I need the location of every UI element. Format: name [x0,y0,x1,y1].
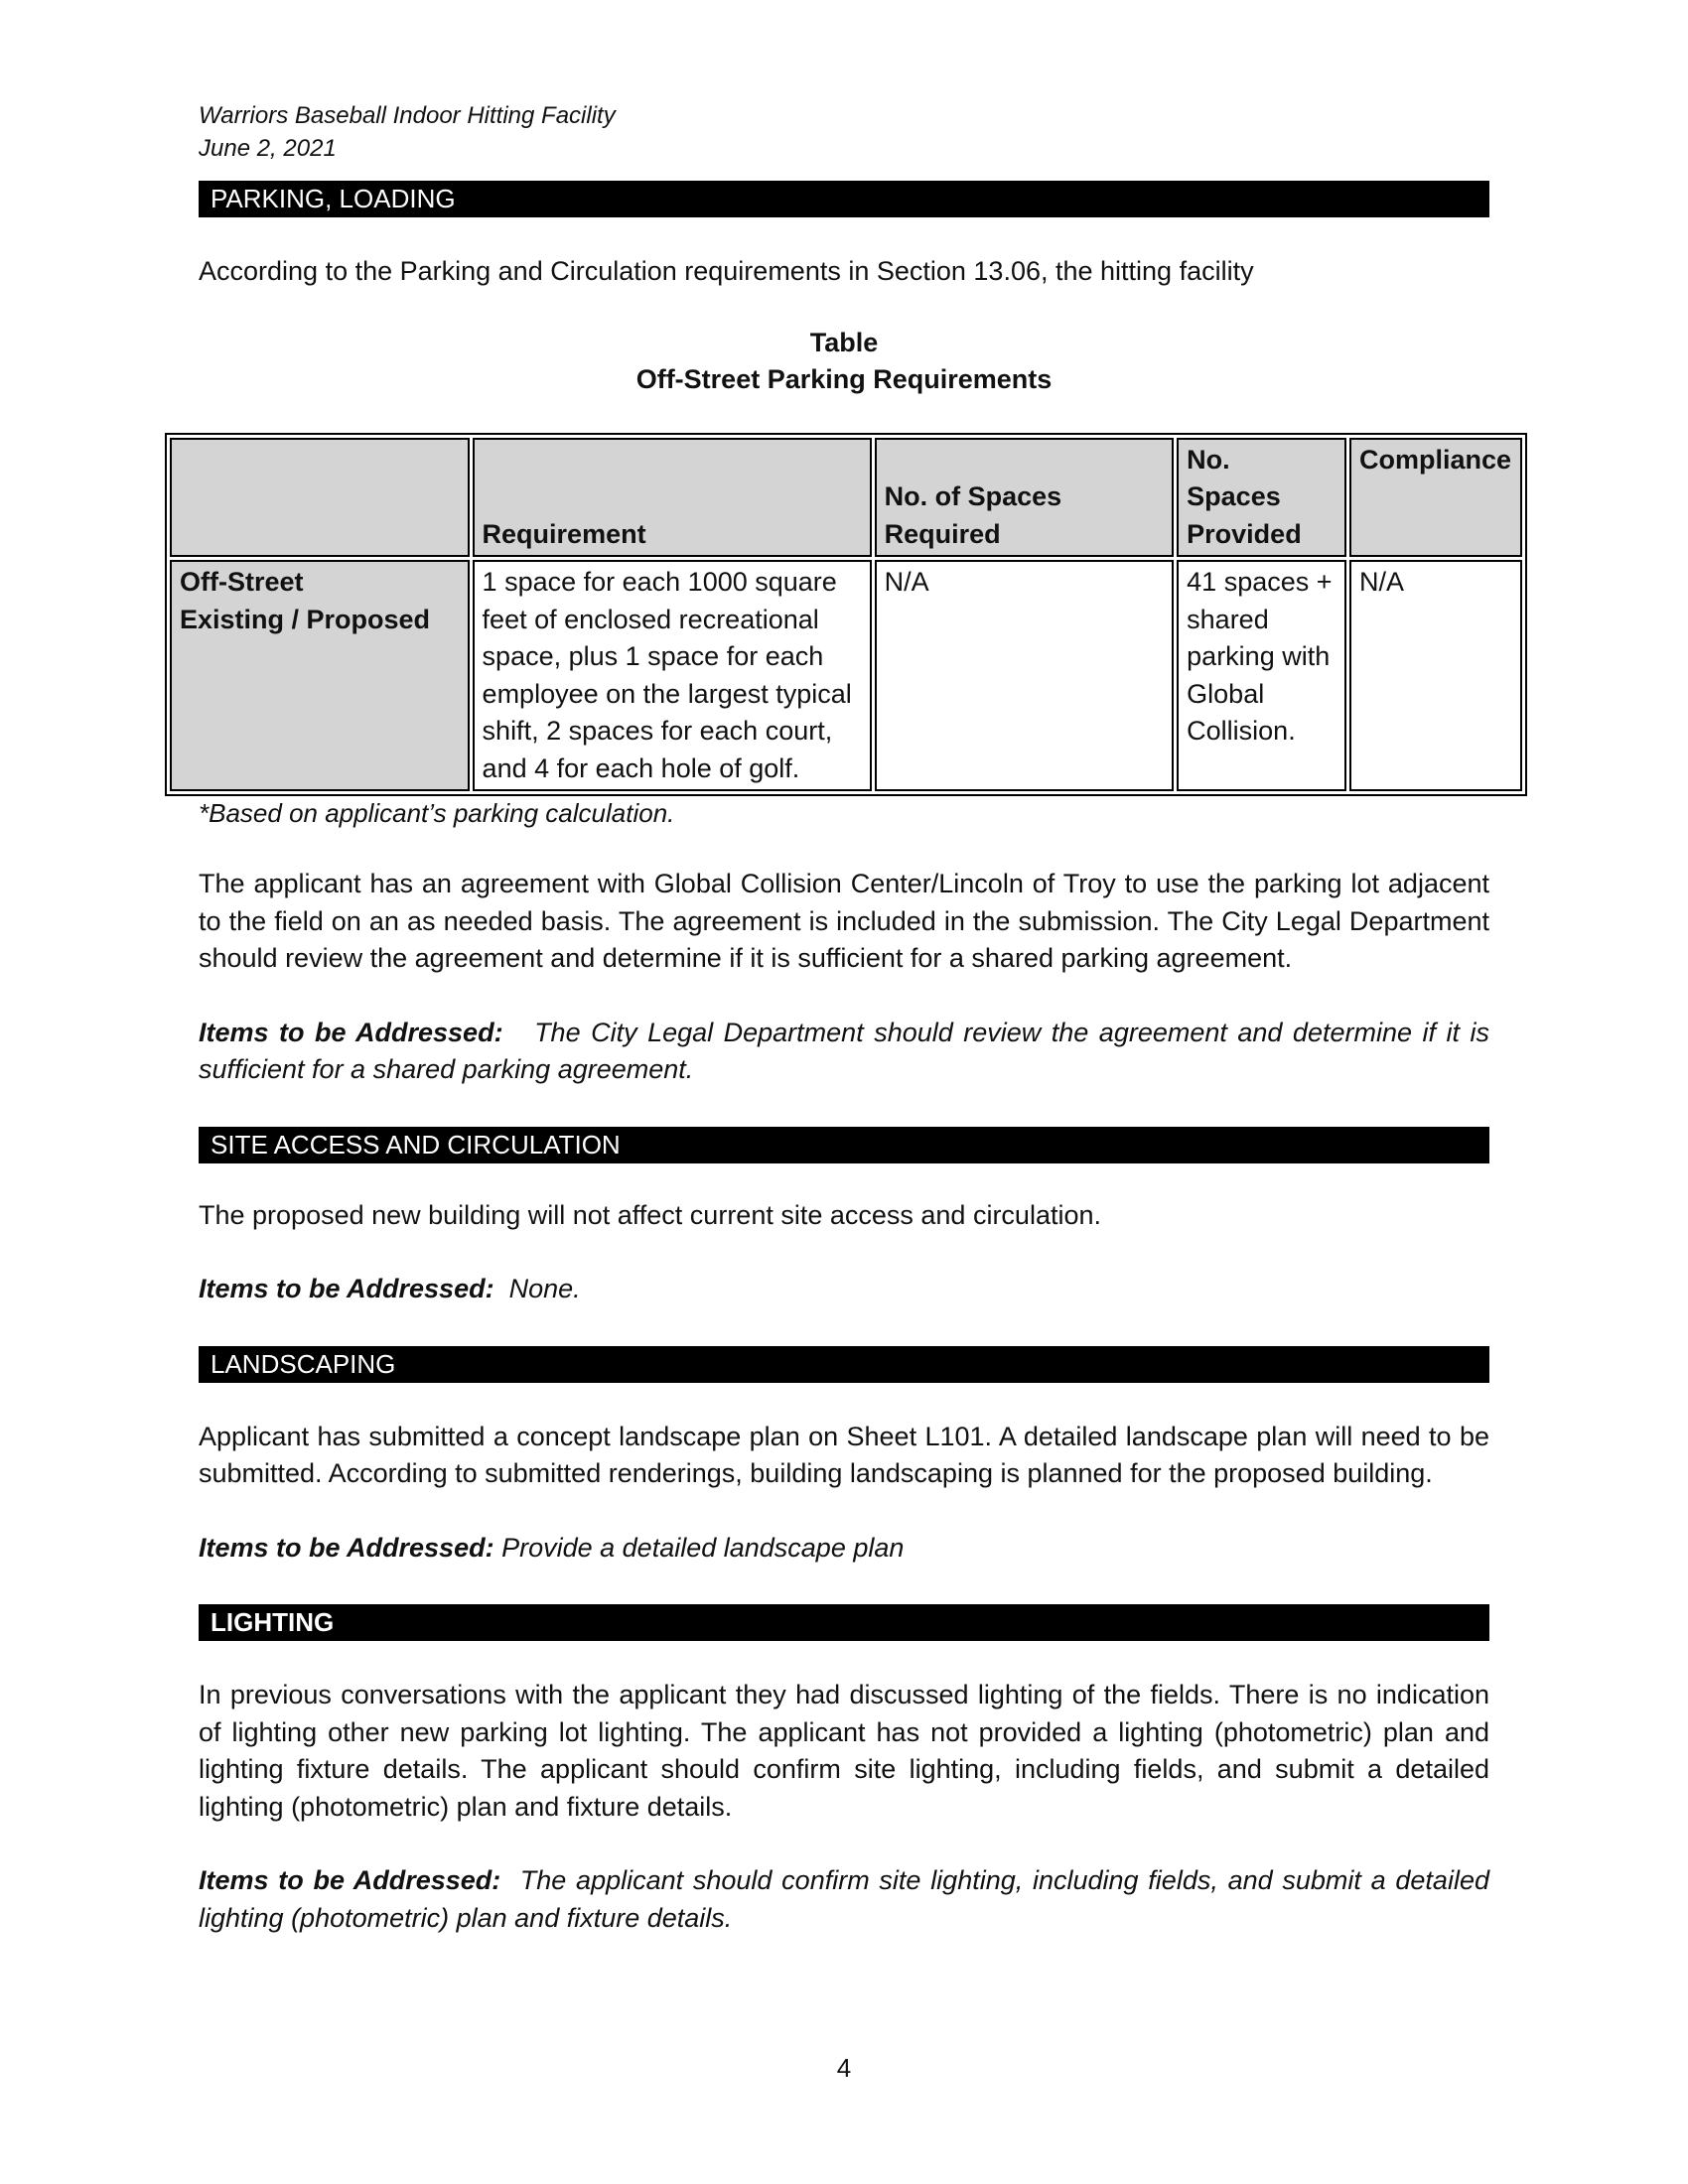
provided-cell: 41 spaces + shared parking with Global Collision. [1177,560,1346,791]
access-body: The proposed new building will not affect current site access and circulation. [199,1199,1101,1230]
row-label-line-1: Off-Street [180,567,304,597]
parking-items [199,1015,1489,1089]
table-caption [199,325,1489,398]
landscaping-body: Applicant has submitted a concept landscape plan on Sheet L101. A detailed landscape plan will need to be submitted. According to submitted renderings, building landscaping is planned for the proposed building. [199,1421,1489,1488]
required-cell: N/A [875,560,1175,791]
items-label: Items to be Addressed: [199,1865,501,1895]
access-items [199,1271,1489,1308]
table-footnote: *Based on applicant’s parking calculation. [199,798,675,828]
table-header-compliance: Compliance [1349,438,1522,558]
parking-table [165,433,1527,797]
row-label-line-2: Existing / Proposed [180,604,431,634]
table-caption-title: Off-Street Parking Requirements [635,363,1053,394]
table-header-blank [170,438,470,558]
table-header-required: No. of Spaces Required [875,438,1175,558]
lighting-items [199,1862,1489,1937]
section-heading-lighting: LIGHTING [199,1604,1489,1641]
parking-intro: According to the Parking and Circulation requirements in Section 13.06, the hitting facility [199,256,1254,286]
items-label: Items to be Addressed: [199,1274,494,1303]
document-page [180,99,1512,1937]
items-text: Provide a detailed landscape plan [501,1532,905,1563]
header-title: Warriors Baseball Indoor Hitting Facility [199,102,616,129]
items-text: The City Legal Department should review the agreement and determine if it is sufficient for a shared parking agreement. [199,1017,1489,1084]
lighting-body: In previous conversations with the applicant they had discussed lighting of the fields. There is no indication of lighting other new parking lot lighting. The applicant has not provided a lighting (photometric) plan and lighting fixture details. The applicant should confirm site lighting, including fields, and submit a detailed lighting (photometric) plan and fixture details. [199,1680,1489,1822]
table-header-requirement: Requirement [473,438,872,558]
row-label [170,560,470,791]
parking-body: The applicant has an agreement with Global Collision Center/Lincoln of Troy to use the parking lot adjacent to the field on an as needed basis. The agreement is included in the submission. The City Legal Department should review the agreement and determine if it is sufficient for a shared parking agreement. [199,869,1489,973]
table-header-provided: No. Spaces Provided [1177,438,1346,558]
items-text: The applicant should confirm site lighting, including fields, and submit a detailed lighting (photometric) plan and fixture details. [199,1865,1489,1933]
page-number: 4 [836,2053,852,2083]
table-header-row [170,438,1522,558]
items-label: Items to be Addressed: [199,1532,494,1563]
table-caption-label: Table [809,327,879,357]
items-text: None. [508,1274,581,1303]
running-header [199,99,1489,165]
requirement-cell: 1 space for each 1000 square feet of enclosed recreational space, plus 1 space for each employee on the largest typical shift, 2 spaces for each court, and 4 for each hole of golf. [473,560,872,791]
items-label: Items to be Addressed: [199,1017,503,1047]
section-heading-landscaping: LANDSCAPING [199,1346,1489,1383]
header-date: June 2, 2021 [199,135,337,162]
table-row [170,560,1522,791]
section-heading-access: SITE ACCESS AND CIRCULATION [199,1127,1489,1163]
landscaping-items [199,1530,1489,1568]
section-heading-parking: PARKING, LOADING [199,181,1489,217]
compliance-cell: N/A [1349,560,1522,791]
